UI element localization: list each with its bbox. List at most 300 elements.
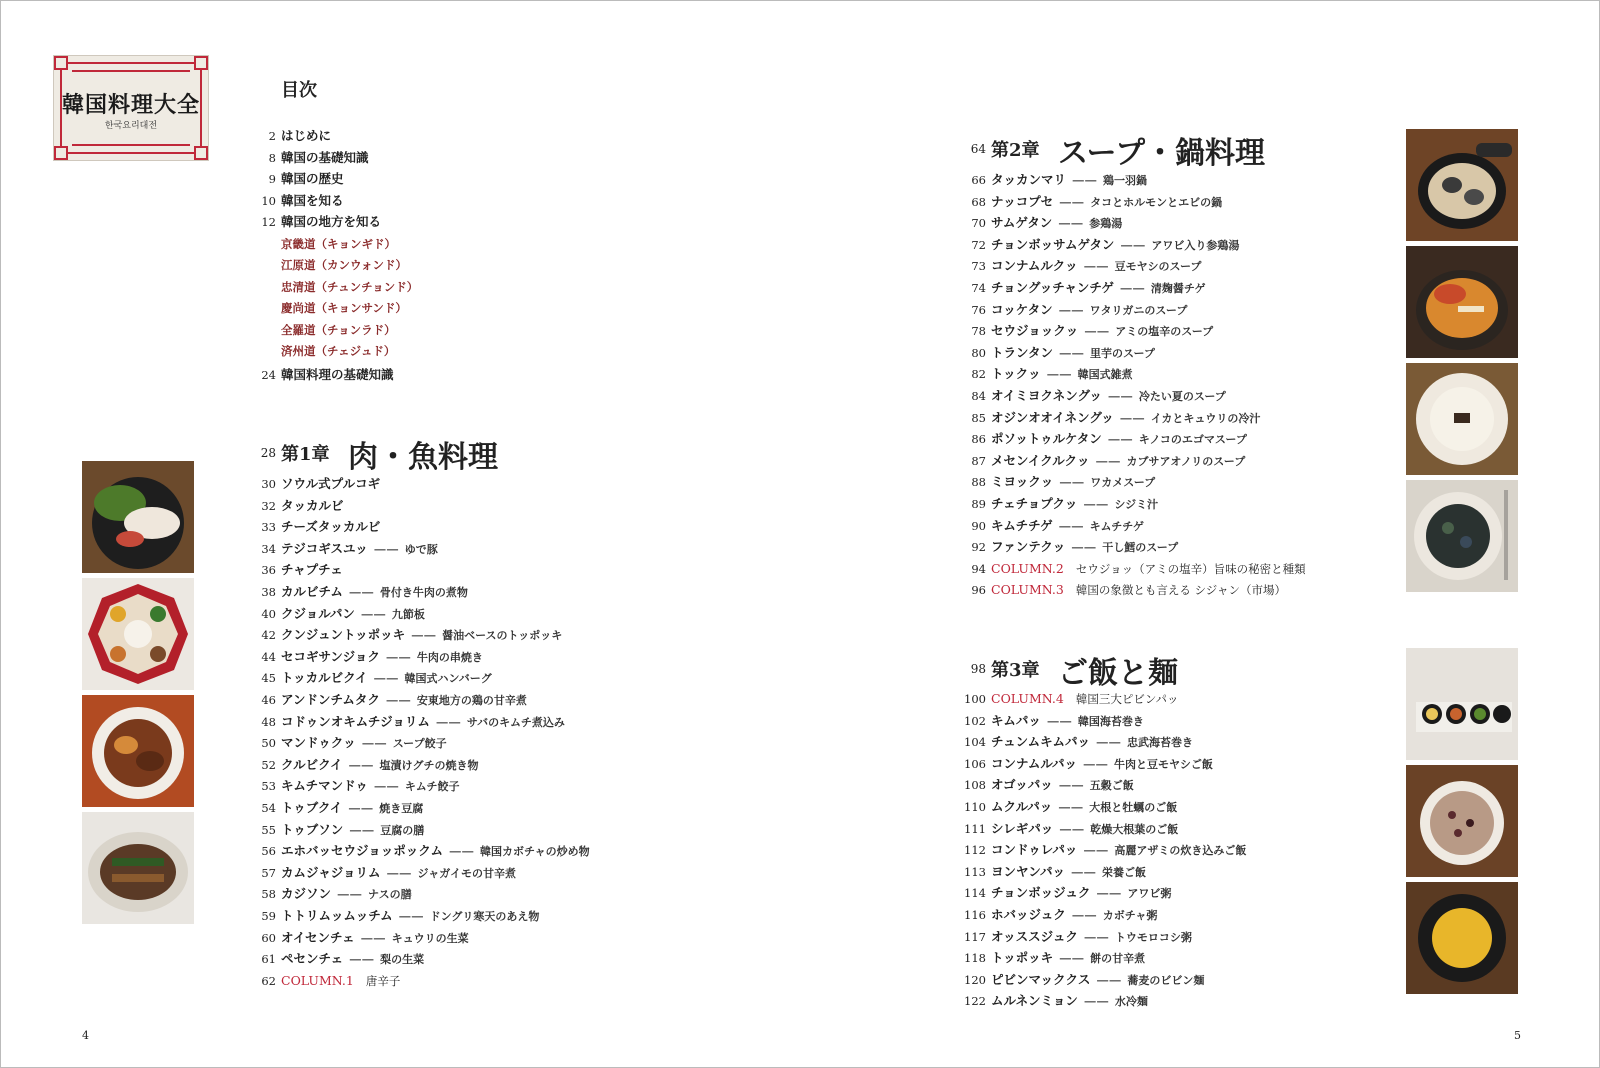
toc-entry bbox=[960, 169, 1340, 191]
toc-entry-title bbox=[281, 840, 590, 863]
entry-dash: —— bbox=[1095, 452, 1121, 468]
entry-title: コンドゥレパッ bbox=[991, 842, 1078, 858]
entry-title: アンドンチムタク bbox=[281, 692, 380, 707]
entry-title: オイミヨクネングッ bbox=[991, 388, 1102, 403]
entry-title: チョンボッサムゲタン bbox=[991, 236, 1115, 252]
entry-dash: —— bbox=[449, 843, 475, 859]
toc-entry bbox=[960, 731, 1340, 753]
toc-page-number: 80 bbox=[971, 345, 986, 360]
toc-entry-title bbox=[991, 710, 1144, 733]
toc-entry-title bbox=[281, 495, 344, 517]
toc-page-number: 33 bbox=[261, 520, 276, 535]
toc-page-number: 61 bbox=[261, 952, 276, 967]
entry-dash: —— bbox=[1119, 280, 1145, 295]
toc-column-entry bbox=[991, 579, 1286, 601]
toc-page-number: 38 bbox=[261, 585, 276, 599]
entry-title: コンナムルクッ bbox=[991, 258, 1078, 274]
toc-entry-title bbox=[991, 753, 1213, 776]
toc-page-number: 44 bbox=[261, 649, 276, 664]
entry-description: 牛肉と豆モヤシご飯 bbox=[1114, 757, 1213, 771]
toc-page-number: 68 bbox=[971, 194, 986, 209]
entry-dash: —— bbox=[1083, 755, 1109, 771]
book-title: 韓国料理大全 bbox=[61, 92, 200, 118]
photo-pumpkin-porridge-dish bbox=[1406, 882, 1518, 994]
toc-entry-title bbox=[991, 839, 1246, 862]
entry-description: カボチャ粥 bbox=[1102, 909, 1158, 922]
column-label: COLUMN.3 bbox=[991, 582, 1064, 598]
entry-title: クンジュントッポッキ bbox=[281, 627, 406, 643]
column-label: COLUMN.2 bbox=[991, 560, 1064, 576]
entry-title: はじめに bbox=[281, 128, 332, 143]
toc-page-number: 48 bbox=[261, 714, 276, 729]
entry-title: キムチマンドゥ bbox=[281, 778, 368, 794]
toc-entry bbox=[250, 797, 630, 819]
photo-clam-soup-dish bbox=[1406, 480, 1518, 592]
toc-heading: 目次 bbox=[281, 80, 317, 101]
toc-entry-title bbox=[991, 969, 1204, 992]
entry-description: 骨付き牛肉の煮物 bbox=[379, 586, 468, 599]
toc-entry-title bbox=[991, 191, 1222, 214]
toc-entry-title bbox=[991, 385, 1226, 408]
toc-entry-title bbox=[991, 320, 1213, 343]
toc-entry-title bbox=[991, 169, 1147, 192]
toc-entry-title bbox=[281, 624, 562, 647]
toc-entry bbox=[250, 340, 630, 362]
toc-entry bbox=[960, 861, 1340, 883]
toc-entry bbox=[960, 969, 1340, 991]
toc-region-entry: 慶尚道（キョンサンド） bbox=[281, 301, 407, 315]
chapter-2-heading bbox=[960, 128, 1290, 171]
entry-dash: —— bbox=[1059, 193, 1085, 209]
toc-entry bbox=[250, 689, 630, 711]
toc-region-entry: 済州道（チェジュド） bbox=[281, 344, 396, 358]
entry-title: サムゲタン bbox=[991, 215, 1053, 231]
entry-description: アワビ粥 bbox=[1127, 887, 1172, 901]
entry-dash: —— bbox=[1058, 301, 1084, 317]
entry-dash: —— bbox=[1072, 172, 1098, 187]
toc-page-number: 32 bbox=[261, 498, 276, 513]
toc-page-number: 30 bbox=[261, 477, 276, 491]
entry-title: トックッ bbox=[991, 366, 1041, 382]
entry-dash: —— bbox=[1058, 215, 1084, 231]
photo-multigrain-rice-dish bbox=[1406, 765, 1518, 877]
page-number-right: 5 bbox=[1514, 1029, 1521, 1042]
entry-dash: —— bbox=[385, 648, 411, 664]
entry-dash: —— bbox=[348, 800, 374, 815]
toc-entry-title bbox=[281, 190, 344, 212]
toc-entry bbox=[250, 559, 630, 581]
toc-entry bbox=[960, 796, 1340, 818]
photo-bossam-dish bbox=[82, 461, 194, 573]
badge-corner-ornament bbox=[54, 56, 68, 70]
entry-description: ゆで豚 bbox=[404, 542, 438, 556]
entry-dash: —— bbox=[1058, 517, 1084, 533]
entry-description: 梨の生菜 bbox=[380, 953, 425, 967]
entry-description: 韓国式雑煮 bbox=[1077, 368, 1133, 382]
toc-page-number: 118 bbox=[964, 951, 986, 966]
toc-page-number: 117 bbox=[964, 929, 986, 944]
toc-entry bbox=[250, 775, 630, 797]
entry-dash: —— bbox=[1071, 539, 1097, 555]
toc-entry bbox=[250, 732, 630, 754]
entry-dash: —— bbox=[385, 692, 411, 707]
toc-entry bbox=[960, 255, 1340, 277]
toc-page-number: 116 bbox=[964, 908, 986, 922]
toc-page-number: 10 bbox=[261, 193, 276, 208]
toc-page-number: 8 bbox=[268, 150, 276, 165]
toc-entry-title bbox=[991, 882, 1171, 905]
entry-dash: —— bbox=[348, 756, 374, 772]
toc-page-number: 72 bbox=[971, 237, 986, 252]
entry-description: シジミ汁 bbox=[1114, 498, 1159, 511]
entry-title: ナッコプセ bbox=[991, 193, 1054, 209]
toc-page-number: 82 bbox=[971, 367, 986, 382]
entry-description: 豆モヤシのスープ bbox=[1114, 260, 1202, 274]
toc-entry-title bbox=[991, 515, 1144, 538]
entry-title: ペセンチェ bbox=[281, 951, 344, 967]
entry-dash: —— bbox=[1046, 712, 1072, 728]
toc-entry bbox=[250, 319, 630, 341]
entry-description: トウモロコシ粥 bbox=[1114, 930, 1192, 944]
entry-description: 牛肉の串焼き bbox=[416, 650, 483, 664]
entry-description: 安東地方の鶏の甘辛煮 bbox=[416, 694, 527, 707]
chapter-page-number: 28 bbox=[260, 446, 276, 460]
toc-entry bbox=[250, 125, 630, 147]
toc-page-number: 74 bbox=[971, 281, 986, 295]
entry-description: アミの塩辛のスープ bbox=[1115, 325, 1214, 339]
toc-entry-title bbox=[281, 883, 412, 906]
entry-description: 乾燥大根葉のご飯 bbox=[1090, 822, 1179, 836]
entry-title: マンドゥクッ bbox=[281, 735, 356, 751]
toc-page-number: 45 bbox=[261, 671, 276, 686]
toc-entry bbox=[250, 495, 630, 517]
entry-dash: —— bbox=[361, 735, 387, 751]
toc-entry bbox=[250, 190, 630, 212]
toc-entry-title bbox=[281, 538, 438, 561]
toc-page-number: 40 bbox=[261, 606, 276, 621]
entry-description: 九節板 bbox=[391, 607, 425, 621]
toc-entry bbox=[960, 882, 1340, 904]
toc-entry bbox=[960, 774, 1340, 796]
entry-description: キムチ餃子 bbox=[404, 780, 460, 794]
toc-entry bbox=[960, 450, 1340, 472]
chapter-title: スープ・鍋料理 bbox=[1058, 136, 1265, 171]
toc-entry bbox=[250, 168, 630, 190]
toc-page-number: 92 bbox=[971, 540, 986, 555]
toc-entry-title bbox=[281, 364, 394, 386]
toc-entry-title bbox=[281, 927, 469, 950]
entry-title: クジョルパン bbox=[281, 605, 355, 621]
photo-beef-skewer-dish bbox=[82, 812, 194, 924]
entry-title: オッススジュク bbox=[991, 928, 1078, 944]
toc-entry-title bbox=[991, 536, 1178, 559]
toc-page-number: 59 bbox=[261, 909, 276, 923]
entry-title: コンナムルパッ bbox=[991, 755, 1078, 771]
toc-entry bbox=[960, 234, 1340, 256]
entry-title: クルビクイ bbox=[281, 756, 343, 772]
entry-description: 韓国式ハンバーグ bbox=[404, 672, 492, 686]
toc-page-number: 57 bbox=[261, 865, 276, 880]
toc-page-number: 85 bbox=[971, 410, 986, 425]
toc-entry bbox=[250, 905, 630, 927]
toc-entry-title bbox=[991, 493, 1158, 516]
toc-entry bbox=[250, 603, 630, 625]
toc-page-number: 100 bbox=[964, 692, 986, 706]
toc-entry-title bbox=[991, 796, 1177, 819]
entry-title: エホバッセウジョッポックム bbox=[281, 843, 444, 859]
entry-dash: —— bbox=[1083, 842, 1109, 858]
toc-entry-title bbox=[281, 732, 447, 755]
entry-dash: —— bbox=[1059, 474, 1085, 490]
toc-page-number: 94 bbox=[971, 561, 986, 576]
toc-page-number: 52 bbox=[261, 757, 276, 772]
toc-entry-title bbox=[281, 603, 425, 626]
toc-entry bbox=[960, 818, 1340, 840]
entry-description: 干し鱈のスープ bbox=[1102, 541, 1179, 555]
entry-description: 里芋のスープ bbox=[1090, 346, 1155, 360]
toc-page-number: 46 bbox=[261, 693, 276, 707]
entry-title: オイセンチェ bbox=[281, 929, 355, 945]
toc-entry bbox=[250, 646, 630, 668]
photo-crab-soup-dish bbox=[1406, 246, 1518, 358]
entry-description: 忠武海苔巻き bbox=[1127, 736, 1194, 750]
entry-title: セウジョックッ bbox=[991, 323, 1079, 339]
toc-entry-title bbox=[281, 754, 479, 777]
toc-page-number: 2 bbox=[268, 129, 276, 143]
toc-page-number: 12 bbox=[261, 215, 276, 229]
toc-entry bbox=[250, 254, 630, 276]
toc-entry bbox=[250, 233, 630, 255]
badge-corner-ornament bbox=[194, 146, 208, 160]
toc-region-entry: 江原道（カンウォンド） bbox=[281, 258, 408, 272]
toc-entry bbox=[250, 862, 630, 884]
entry-title: カムジャジョリム bbox=[281, 864, 381, 880]
entry-description: 五穀ご飯 bbox=[1089, 779, 1134, 793]
entry-title: オゴッパッ bbox=[991, 777, 1053, 793]
entry-title: 韓国の基礎知識 bbox=[281, 149, 369, 165]
entry-description: ワカメスープ bbox=[1090, 476, 1156, 490]
toc-page-number: 86 bbox=[971, 432, 986, 447]
toc-entry bbox=[960, 385, 1340, 407]
toc-region-entry: 京畿道（キョンギド） bbox=[281, 236, 396, 251]
toc-page-number: 102 bbox=[964, 713, 986, 728]
toc-page-number: 111 bbox=[964, 821, 986, 836]
entry-dash: —— bbox=[1096, 734, 1122, 750]
toc-entry bbox=[250, 970, 630, 992]
entry-title: 韓国の地方を知る bbox=[281, 214, 382, 229]
toc-entry bbox=[250, 276, 630, 298]
entry-title: ムクルパッ bbox=[991, 799, 1053, 814]
toc-entry-title bbox=[991, 818, 1178, 841]
toc-entry-title bbox=[991, 990, 1148, 1013]
toc-page-number: 120 bbox=[964, 972, 986, 987]
toc-page-number: 53 bbox=[261, 779, 276, 794]
toc-entry-title bbox=[281, 125, 331, 147]
toc-entry bbox=[250, 754, 630, 776]
chapter-3-heading bbox=[960, 648, 1260, 691]
toc-entry-title bbox=[991, 212, 1122, 235]
toc-entry bbox=[960, 947, 1340, 969]
entry-title: チェチョプクッ bbox=[991, 496, 1078, 511]
entry-title: シレギパッ bbox=[991, 820, 1054, 836]
entry-dash: —— bbox=[1059, 950, 1085, 966]
entry-title: トッポッキ bbox=[991, 950, 1054, 966]
toc-entry bbox=[960, 212, 1340, 234]
toc-page-number: 62 bbox=[261, 973, 276, 988]
entry-title: タッカルビ bbox=[281, 497, 344, 513]
entry-title: ヨンヤンパッ bbox=[991, 863, 1066, 879]
toc-entry bbox=[960, 926, 1340, 948]
entry-dash: —— bbox=[349, 951, 375, 967]
photo-clam-pot-dish bbox=[1406, 129, 1518, 241]
entry-title: キムパッ bbox=[991, 712, 1041, 728]
toc-entry-title bbox=[281, 473, 380, 495]
entry-title: チョンボッジュク bbox=[991, 885, 1091, 901]
toc-page-number: 110 bbox=[964, 800, 986, 814]
entry-title: 韓国を知る bbox=[281, 192, 344, 208]
toc-page-number: 90 bbox=[971, 518, 986, 533]
toc-entry bbox=[960, 839, 1340, 861]
entry-description: 豆腐の膳 bbox=[380, 823, 425, 837]
entry-description: スープ餃子 bbox=[392, 737, 447, 751]
chapter-label: 第1章 bbox=[281, 444, 330, 465]
entry-description: 冷たい夏のスープ bbox=[1138, 390, 1226, 403]
toc-page-number: 106 bbox=[964, 756, 986, 771]
toc-entry bbox=[960, 710, 1340, 732]
toc-entry bbox=[960, 536, 1340, 558]
entry-title: ホバッジュク bbox=[991, 907, 1066, 922]
toc-entry bbox=[250, 819, 630, 841]
toc-entry bbox=[960, 579, 1340, 601]
toc-entry-title bbox=[991, 904, 1157, 927]
toc-page-number: 56 bbox=[261, 844, 276, 859]
entry-title: ピビンマッククス bbox=[991, 971, 1091, 987]
entry-description: 栄養ご飯 bbox=[1102, 865, 1147, 879]
entry-dash: —— bbox=[1096, 971, 1122, 987]
toc-entry bbox=[250, 147, 630, 169]
entry-dash: —— bbox=[1071, 907, 1097, 922]
toc-entry-title bbox=[991, 428, 1247, 451]
entry-title: ファンテクッ bbox=[991, 539, 1066, 555]
toc-page-number: 88 bbox=[971, 475, 986, 490]
toc-entry-title bbox=[281, 667, 492, 690]
entry-dash: —— bbox=[1046, 366, 1072, 382]
column-title: 韓国の象徴とも言える シジャン（市場） bbox=[1075, 583, 1286, 598]
toc-page-number: 58 bbox=[261, 887, 276, 902]
toc-entry-title bbox=[281, 211, 381, 233]
toc-page-number: 122 bbox=[964, 994, 986, 1009]
entry-dash: —— bbox=[360, 929, 386, 945]
toc-entry bbox=[960, 990, 1340, 1012]
toc-column-entry bbox=[281, 970, 400, 992]
toc-entry bbox=[250, 211, 630, 233]
toc-entry bbox=[250, 948, 630, 970]
entry-dash: —— bbox=[1083, 928, 1109, 944]
toc-entry bbox=[250, 473, 630, 495]
toc-entry bbox=[250, 538, 630, 560]
toc-entry bbox=[960, 688, 1340, 710]
entry-title: オジンオオイネングッ bbox=[991, 409, 1114, 425]
chapter-label: 第3章 bbox=[991, 660, 1040, 681]
toc-entry bbox=[960, 407, 1340, 429]
entry-dash: —— bbox=[373, 540, 399, 556]
entry-description: サバのキムチ煮込み bbox=[466, 715, 565, 729]
toc-page-number: 54 bbox=[261, 801, 276, 815]
entry-dash: —— bbox=[1119, 409, 1145, 425]
entry-title: トゥブクイ bbox=[281, 800, 343, 815]
toc-entry bbox=[960, 363, 1340, 385]
entry-description: 参鶏湯 bbox=[1089, 217, 1123, 231]
column-title: 唐辛子 bbox=[365, 973, 401, 988]
entry-title: ムルネンミョン bbox=[991, 993, 1078, 1009]
entry-title: カジソン bbox=[281, 886, 332, 902]
entry-dash: —— bbox=[1059, 344, 1085, 360]
toc-entry bbox=[960, 299, 1340, 321]
toc-page-number: 42 bbox=[261, 628, 276, 643]
entry-description: 塩漬けグチの焼き物 bbox=[379, 758, 479, 772]
entry-dash: —— bbox=[1071, 863, 1097, 879]
entry-title: コドゥンオキムチジョリム bbox=[281, 713, 430, 729]
book-title-badge bbox=[53, 55, 209, 161]
toc-page-number: 76 bbox=[971, 302, 986, 317]
entry-dash: —— bbox=[1059, 820, 1085, 836]
entry-dash: —— bbox=[411, 627, 437, 643]
entry-dash: —— bbox=[435, 713, 461, 729]
toc-entry-title bbox=[991, 342, 1155, 365]
toc-page-number: 60 bbox=[261, 930, 276, 945]
toc-page-number: 66 bbox=[971, 173, 986, 187]
entry-title: テジコギスユッ bbox=[281, 540, 368, 556]
toc-entry-title bbox=[991, 255, 1201, 278]
entry-title: コッケタン bbox=[991, 301, 1053, 317]
entry-title: トトリムッムッチム bbox=[281, 908, 393, 923]
toc-page-number: 112 bbox=[964, 843, 986, 858]
toc-entry-title bbox=[991, 299, 1187, 322]
entry-dash: —— bbox=[1096, 885, 1122, 901]
entry-description: ワタリガニのスープ bbox=[1089, 303, 1188, 317]
toc-entry bbox=[960, 428, 1340, 450]
toc-entry-title bbox=[281, 862, 516, 885]
chapter-title: ご飯と麺 bbox=[1058, 656, 1178, 691]
toc-entry-title bbox=[281, 948, 424, 971]
toc-entry-title bbox=[991, 363, 1133, 386]
photo-tteokguk-dish bbox=[1406, 363, 1518, 475]
toc-entry-title bbox=[991, 234, 1239, 257]
toc-entry bbox=[250, 297, 630, 319]
photo-galbijjim-dish bbox=[82, 695, 194, 807]
toc-entry-title bbox=[281, 559, 343, 581]
toc-entry bbox=[960, 493, 1340, 515]
entry-description: 鶏一羽鍋 bbox=[1103, 174, 1148, 187]
entry-title: トランタン bbox=[991, 344, 1054, 360]
entry-title: チャプチェ bbox=[281, 562, 343, 578]
entry-title: メセンイクルクッ bbox=[991, 452, 1090, 468]
entry-dash: —— bbox=[1107, 388, 1133, 403]
entry-description: 大根と牡蠣のご飯 bbox=[1089, 801, 1178, 814]
entry-description: 醤油ベースのトッポッキ bbox=[442, 629, 563, 643]
entry-title: チュンムキムパッ bbox=[991, 734, 1091, 750]
entry-dash: —— bbox=[349, 821, 375, 837]
photo-gujeolpan-dish bbox=[82, 578, 194, 690]
toc-page-number: 84 bbox=[971, 389, 986, 403]
entry-title: トゥブソン bbox=[281, 821, 344, 837]
toc-column-entry bbox=[991, 558, 1306, 580]
entry-title: セコギサンジョク bbox=[281, 648, 380, 664]
chapter-page-number: 98 bbox=[970, 662, 986, 676]
entry-title: ミヨックッ bbox=[991, 474, 1054, 490]
toc-entry bbox=[250, 927, 630, 949]
entry-title: チョングッチャンチゲ bbox=[991, 280, 1114, 295]
